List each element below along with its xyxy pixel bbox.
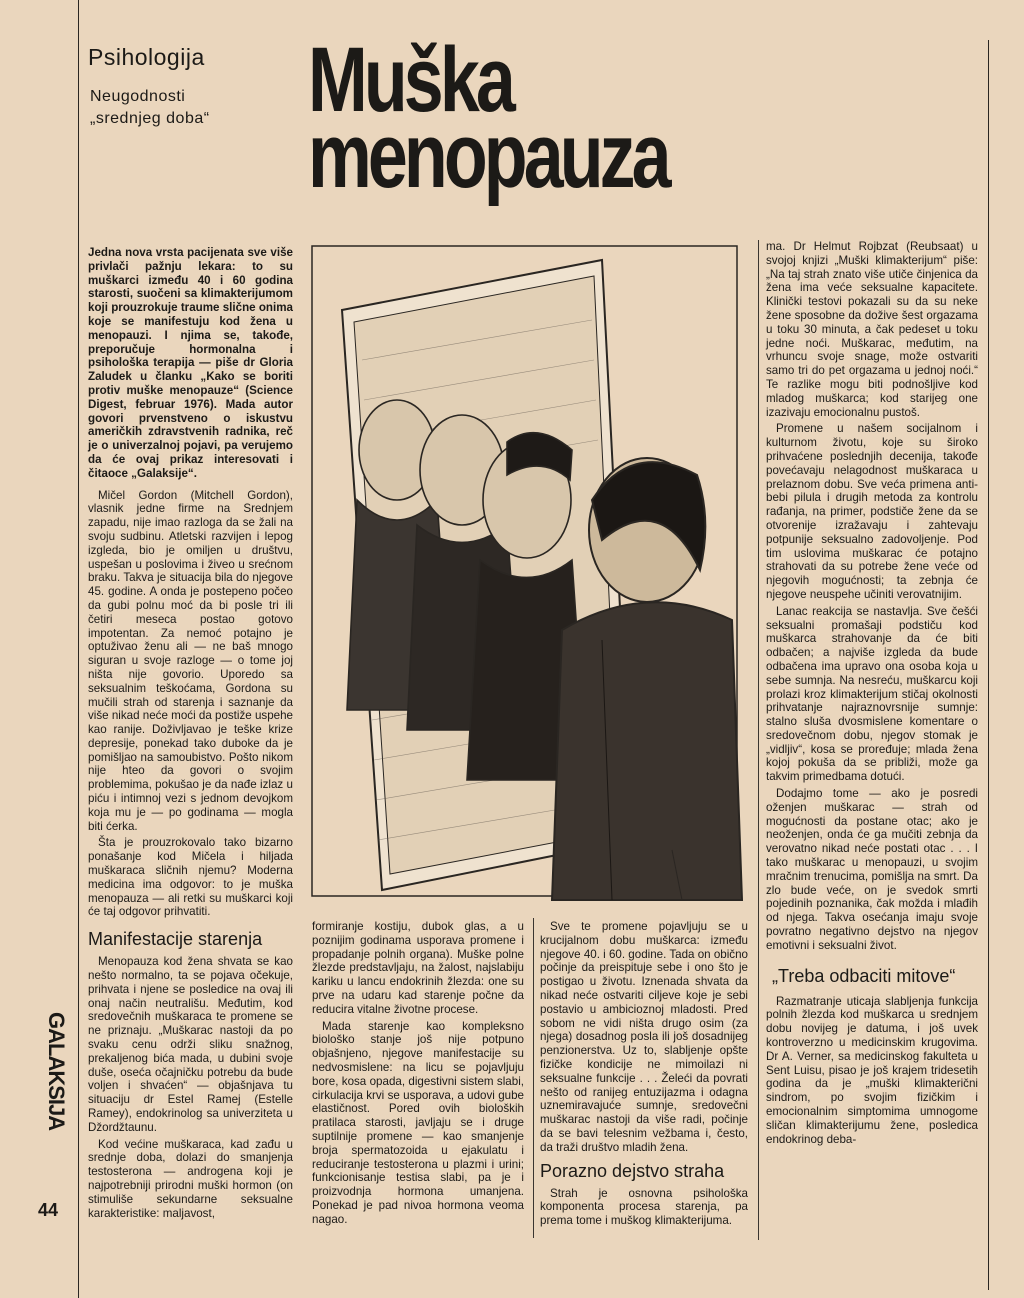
headline-line-2: menopauza (308, 105, 668, 207)
body-paragraph: Mičel Gordon (Mitchell Gordon), vlasnik jedne firme na Srednjem zapadu, nije imao razloga da se žali na svoju sudbinu. Atletski razvijen i lepog izgleda, bio je omiljen u društvu, uspešan u poslovima i živeo u srećnom braku. Takva je situacija bila do njegove 45. godine. A onda je postepeno počeo da gubi polnu moć da bi posle tri ili četiri meseca postao gotovo impotentan. Za nemoć potajno je optuživao ženu ali — ne baš mnogo siguran u svoje razloge — o tome joj ništa nije govorio. Uporedo sa seksualnim teškoćama, Gordona su mučili strah od starenja i saznanje da više nikad neće moći da postiže uspehe kao ranije. Doživljavao je teške krize depresije, ponekad tako duboke da je pomišljao na samoubistvo. Pošto nikom nije hteo da govori o svojim problemima, pokušao je da nađe izlaz u piću i intimnoj vezi s jednom devojkom koja mu je — po godinama — mogla biti ćerka. (88, 488, 293, 833)
column-3 (540, 920, 748, 1231)
lead-paragraph: Jedna nova vrsta pacijenata sve više privlači pažnju lekara: to su muškarci između 40 i 60 godina starosti, suočeni sa klimakterijumom koji prouzrokuje traume slične onima koje se manifestuju kod žena u menopauzi. I njima se, takođe, preporučuje hormonalna i psihološka terapija — piše dr Gloria Zaludek u članku „Kako se boriti protiv muške menopauze“ (Science Digest, februar 1976). Mada autor govori prvenstveno o iskustvu američkih zdravstvenih radnika, reč je o univerzalnoj pojavi, pa verujemo da će ovaj prikaz interesovati i čitaoce „Galaksije“. (88, 246, 293, 480)
body-paragraph: Promene u našem socijalnom i kulturnom životu, koje su široko prihvaćene poslednjih decenija, takođe povećavaju nelagodnost muškaraca u prelaznom dobu. Sve veća primena anti-bebi pilula i drugih metoda za kontrolu rađanja, na primer, podstiče žene da se otvorenije izražavaju i zahtevaju potpunije seksualno zadovoljenje. Pod tim uslovima muškarac će potajno strahovati da su potrebe žene veće od njegovih mogućnosti; ta zebnja će njegove neuspehe učiniti verovatnijim. (766, 422, 978, 601)
body-paragraph: ma. Dr Helmut Rojbzat (Reubsaat) u svojoj knjizi „Muški klimakterijum“ piše: „Na taj strah znato više utiče činjenica da žena ima veće seksualne kapacitete. Klinički testovi pokazali su da su neke žene sposobne da dožive šest orgazama u toku 30 minuta, a čak pedeset u toku jedne noći. Muškarac, međutim, na vrhuncu svoje snage, može ostvariti samo tri do pet orgazama u jednoj noći.“ Te razlike mogu biti podnošljive kod mladog muškarca; kod starijeg one izazivaju emocionalnu pustoš. (766, 240, 978, 419)
column-4 (766, 240, 978, 1149)
article-subtitle (90, 86, 210, 130)
body-paragraph: Šta je prouzrokovalo tako bizarno ponašanje kod Mičela i hiljada muškaraca sličnih njemu? Moderna medicina ima odgovor: to je muška menopauza — ali retki su muškarci koji će taj odgovor prihvatiti. (88, 836, 293, 919)
right-page-rule (988, 40, 989, 1290)
section-heading: Manifestacije starenja (88, 929, 263, 950)
page-number: 44 (38, 1200, 59, 1220)
article-headline (308, 29, 668, 207)
body-paragraph: Dodajmo tome — ako je posredi oženjen muškarac — strah od mogućnosti da postane otac; ako je neoženjen, onda će ga mučiti zebnja da verovatno nikad neće postati otac . . . I tako muškarac u menopauzi, u svojim mračnim trenucima, pomišlja na smrt. Da zlo bude veće, on je svedok smrti pojedinih poznanika, čak možda i mlađih od njega. Takva osećanja imaju svoje povratno negativno dejstvo na njegov emotivni i seksualni život. (766, 787, 978, 952)
column-2 (312, 920, 524, 1230)
subtitle-line-1: Neugodnosti (90, 88, 186, 105)
column-rule (533, 918, 534, 1238)
subtitle-line-2: „srednjeg doba“ (90, 110, 210, 127)
mirror-illustration (302, 240, 756, 905)
magazine-logo (28, 1010, 69, 1150)
left-column-rule (78, 0, 79, 1298)
body-paragraph: Razmatranje uticaja slabljenja funkcija polnih žlezda kod muškarca u srednjem dobu novijeg je datuma, i još uvek kontroverzno u medicinskim krugovima. Dr A. Verner, sa medicinskog fakulteta u Sent Luisu, pisao je još krajem tridesetih godina da je „muški klimakterični sindrom, po svojim fizičkim i emocionalnim simptomima umnogome sličan klimakterijumu žene, posledica endokrinog deba- (766, 994, 978, 1146)
body-paragraph: Strah je osnovna psihološka komponenta procesa starenja, pa prema tome i muškog klimakterijuma. (540, 1186, 748, 1228)
body-paragraph: Mada starenje kao kompleksno biološko stanje još nije potpuno objašnjeno, njegove manifestacije su nedvosmislene: na licu se pojavljuju bore, kosa opada, digestivni sistem slabi, cirkulacija krvi se usporava, a udovi gube elastičnost. Pored ovih bioloških pratilaca starosti, javljaju se i druge suptilnije promene — kao smanjenje broja spermatozoida u ejakulatu i reduciranje testosterona u plazmi i urini; funkcionisanje testisa slabi, pa je i proizvodnja hormona umanjena. Ponekad je pad nivoa hormona veoma nagao. (312, 1019, 524, 1226)
section-heading: Porazno dejstvo straha (540, 1160, 725, 1181)
column-rule (758, 240, 759, 1240)
magazine-name: GALAKSIJA (44, 1012, 69, 1131)
section-heading: „Treba odbaciti mitove“ (772, 965, 956, 986)
body-paragraph: Kod većine muškaraca, kad zađu u srednje doba, dolazi do smanjenja testosterona — androgena koji je najpotrebniji prirodni muški hormon (on stimuliše sekundarne seksualne karakteristike: maljavost, (88, 1137, 293, 1220)
column-1 (88, 246, 293, 1223)
body-paragraph: Lanac reakcija se nastavlja. Sve češći seksualni promašaji podstiču kod muškarca strahovanje da će biti odbačen; a najviše izgleda da bude odbačena ima upravo ona osoba koja u sebe sumnja. Na nesreću, muškarcu koji prolazi kroz klimakterijum stičaj okolnosti prihvatanje najraznovrsnije sumnje: stalno sluša dvosmislene komentare o sredovečnom dobu, njegov stomak je „vidljiv“, kosa se proređuje; mlada žena kojoj pokuša da se približi, može ga takvim primedbama dotući. (766, 604, 978, 784)
body-paragraph: Sve te promene pojavljuju se u krucijalnom dobu muškarca: između njegove 40. i 60. godine. Tada on obično počinje da preispituje sebe i ono što je postigao u životu. Iznenada shvata da nikad neće ostvariti ciljeve koje je sebi postavio u ambicioznoj mladosti. Pred sobom ne vidi ništa drugo osim (za njega) dosadnog posla ili još dosadnijeg penzionerstva. Uz to, slabljenje opšte fizičke kondicije ne mimoilazi ni seksualne funkcije . . . Želeći da povrati nešto od ranijeg entuzijazma i odagna uznemiravajuće sumnje, sredovečni muškarac nastoji da više radi, počinje da se bavi telesnim vežbama i, često, da traži društvo mladih žena. (540, 920, 748, 1154)
body-paragraph: Menopauza kod žena shvata se kao nešto normalno, ta se pojava očekuje, prihvata i njene se posledice na ovaj ili onaj način neutrališu. Međutim, kod sredovečnih muškaraca te promene se ne priznaju. „Muškarac nastoji da po svaku cenu održi sliku snažnog, prekaljenog bića mada, u dubini svoje duše, oseća očajničku potrebu da bude voljen i shvaćen“ — objašnjava tu situaciju dr Estel Ramej (Estelle Ramey), endokrinolog sa univerziteta u Džordžtaunu. (88, 955, 293, 1134)
body-paragraph: formiranje kostiju, dubok glas, a u poznijim godinama usporava promene i propadanje polnih organa). Muške polne žlezde predstavljaju, na žalost, najslabiju kariku u lancu endokrinih žlezda: one su prve na udaru kad starenje počne da reducira vitalne životne procese. (312, 920, 524, 1016)
headline-line-1: Muška (308, 29, 512, 131)
section-label: Psihologija (88, 44, 205, 70)
